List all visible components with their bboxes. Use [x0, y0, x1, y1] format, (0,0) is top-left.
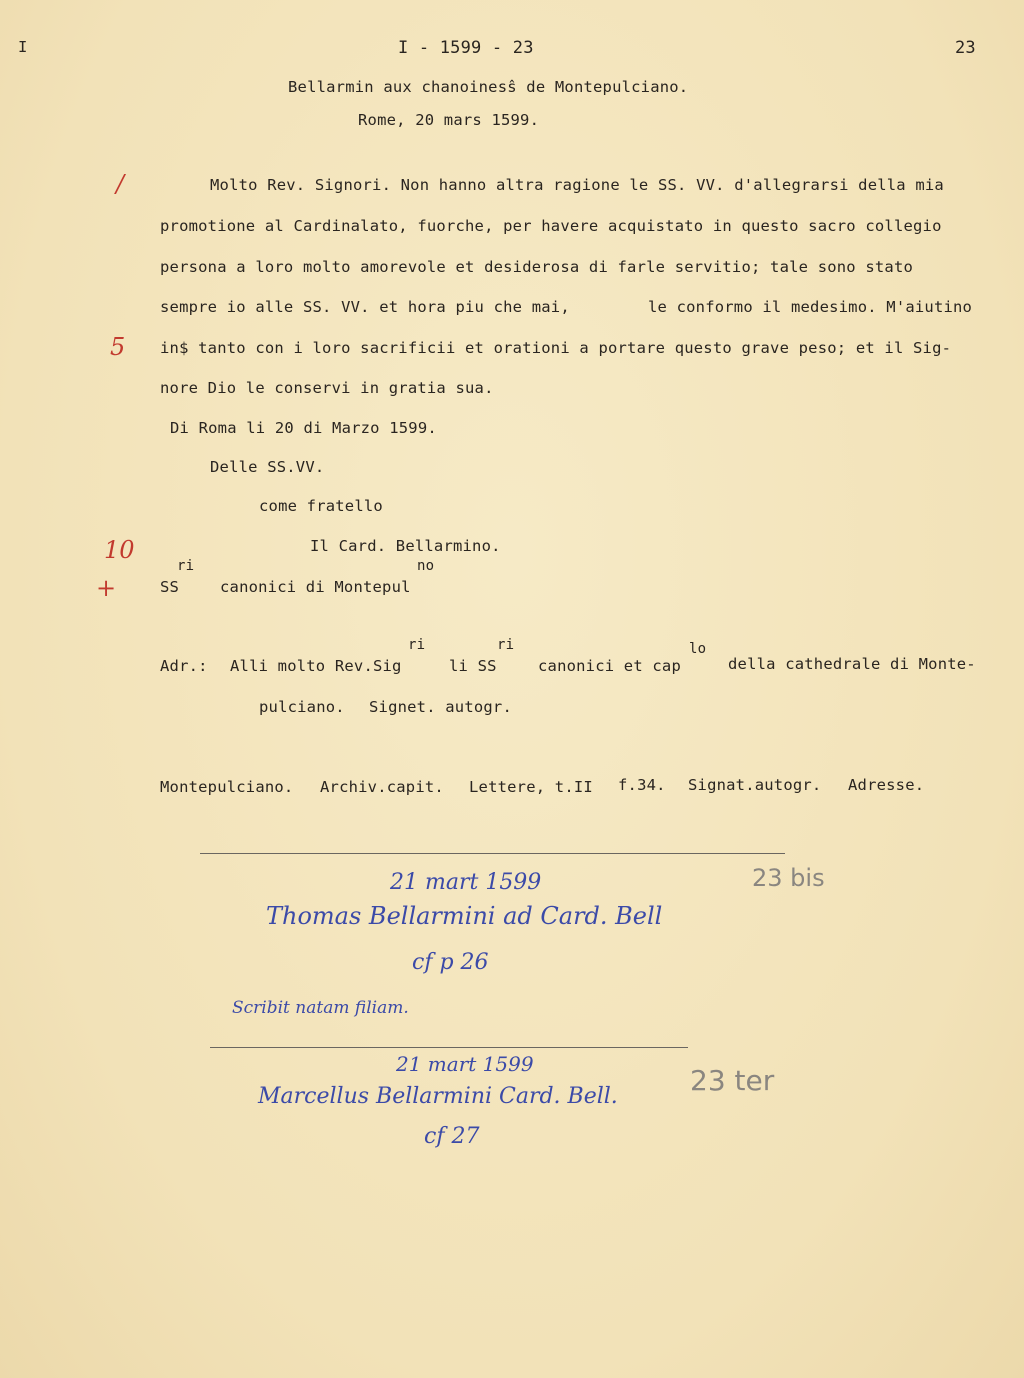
- document-reference: I - 1599 - 23: [398, 38, 534, 58]
- handwritten-note-2: Marcellus Bellarmini Card. Bell.: [258, 1084, 618, 1109]
- letter-line-1: Molto Rev. Signori. Non hanno altra ragione le SS. VV. d'allegrarsi della mia: [210, 176, 944, 194]
- letter-line-3: persona a loro molto amorevole et desiderosa di farle servitio; tale sono stato: [160, 258, 914, 276]
- margin-mark-line-10: 10: [104, 536, 135, 564]
- letter-dateline: Di Roma li 20 di Marzo 1599.: [170, 419, 437, 437]
- handwritten-date-2: 21 mart 1599: [396, 1052, 534, 1076]
- handwritten-date-1: 21 mart 1599: [390, 870, 542, 895]
- address-part-3: canonici et cap: [538, 657, 681, 675]
- handwritten-ref-1: cf p 26: [412, 950, 489, 975]
- address-label: Adr.:: [160, 657, 208, 675]
- source-place: Montepulciano.: [160, 778, 294, 796]
- letter-closing: come fratello: [259, 497, 383, 515]
- margin-mark-roman: I: [18, 38, 28, 56]
- address-part-2: li SS: [449, 657, 497, 675]
- addressee-superscript-ri: ri: [177, 558, 195, 574]
- page-number: 23: [955, 38, 976, 58]
- pencil-label-bis: 23 bis: [752, 864, 825, 892]
- addressee-text: canonici di Montepul: [220, 578, 411, 596]
- source-folio: f.34.: [618, 776, 666, 794]
- address-line-2a: pulciano.: [259, 698, 345, 716]
- letter-signature: Il Card. Bellarmino.: [310, 537, 501, 555]
- handwritten-ref-2: cf 27: [424, 1124, 480, 1149]
- addressee-ss: SS: [160, 578, 180, 596]
- source-note: Adresse.: [848, 776, 925, 794]
- address-superscript-ri-1: ri: [408, 637, 426, 653]
- letter-line-5: in$ tanto con i loro sacrificii et orationi a portare questo grave peso; et il Sig-: [160, 339, 952, 357]
- address-part-4: della cathedrale di Monte-: [728, 655, 976, 673]
- letter-line-6: nore Dio le conservi in gratia sua.: [160, 379, 494, 397]
- source-seal: Signat.autogr.: [688, 776, 822, 794]
- addressee-superscript-no: no: [417, 558, 435, 574]
- letter-line-2: promotione al Cardinalato, fuorche, per havere acquistato in questo sacro collegio: [160, 217, 942, 235]
- handwritten-note-1: Thomas Bellarmini ad Card. Bell: [266, 902, 663, 930]
- divider-bottom: [210, 1047, 688, 1048]
- address-superscript-ri-2: ri: [497, 637, 515, 653]
- address-superscript-lo: lo: [689, 641, 707, 657]
- source-volume: Lettere, t.II: [469, 778, 593, 796]
- letter-line-4a: sempre io alle SS. VV. et hora piu che mai,: [160, 298, 570, 316]
- source-archive: Archiv.capit.: [320, 778, 444, 796]
- letter-line-4b: le conformo il medesimo. M'aiutino: [648, 298, 973, 316]
- pencil-label-ter: 23 ter: [690, 1064, 775, 1097]
- letter-salutation: Delle SS.VV.: [210, 458, 325, 476]
- address-part-1: Alli molto Rev.Sig: [230, 657, 402, 675]
- margin-mark-line-1: /: [116, 170, 125, 198]
- divider-top: [200, 853, 785, 854]
- handwritten-note-1b: Scribit natam filiam.: [232, 998, 409, 1018]
- letter-place-date: Rome, 20 mars 1599.: [358, 111, 540, 129]
- letter-title: Bellarmin aux chanoinesŝ de Montepulciano.: [288, 78, 689, 96]
- margin-mark-line-5: 5: [110, 333, 126, 361]
- address-line-2b: Signet. autogr.: [369, 698, 512, 716]
- margin-mark-cross: +: [96, 574, 117, 602]
